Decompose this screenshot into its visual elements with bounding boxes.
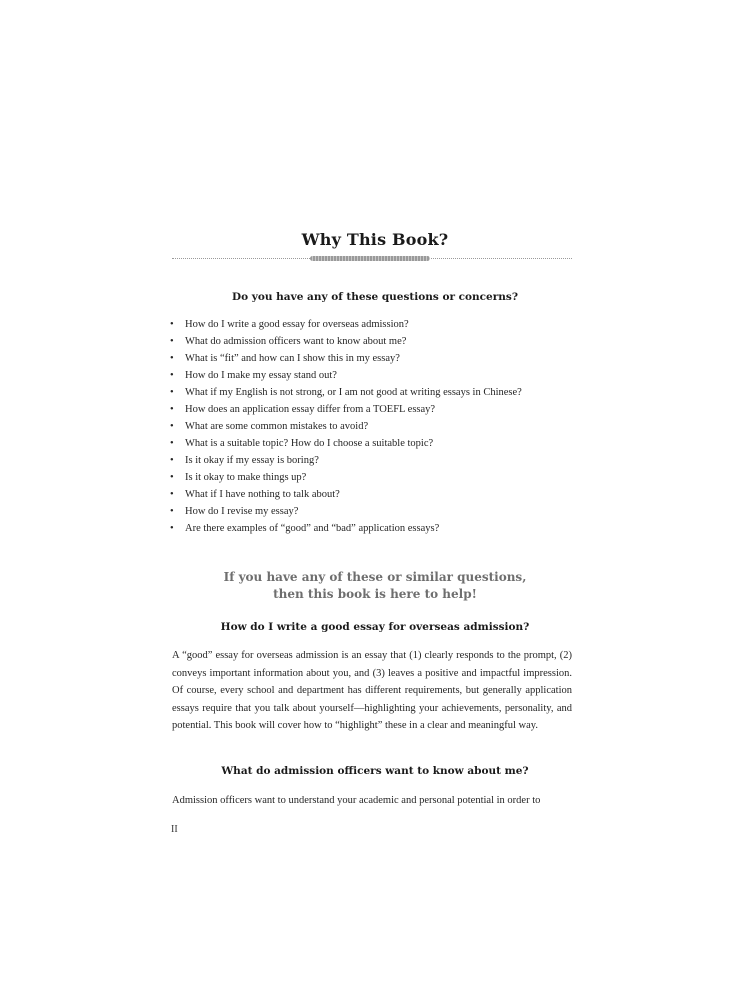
bullet-icon: • [170, 489, 174, 500]
section-heading-write-essay: How do I write a good essay for overseas admission? [220, 621, 530, 633]
list-item: • What is “fit” and how can I show this in my essay? [170, 350, 590, 367]
bullet-icon: • [170, 353, 174, 364]
section-body-admission-officers: Admission officers want to understand your academic and personal potential in order to [172, 795, 541, 806]
questions-heading: Do you have any of these questions or concerns? [232, 291, 518, 303]
list-item: • What if my English is not strong, or I am not good at writing essays in Chinese? [170, 384, 590, 401]
title-ornament-bar [310, 256, 430, 261]
list-item: • What is a suitable topic? How do I choose a suitable topic? [170, 435, 590, 452]
bullet-icon: • [170, 506, 174, 517]
bullet-icon: • [170, 336, 174, 347]
section-heading-admission-officers: What do admission officers want to know about me? [221, 765, 529, 777]
bullet-icon: • [170, 455, 174, 466]
callout [0, 569, 750, 603]
bullet-icon: • [170, 404, 174, 415]
section-body-write-essay: A “good” essay for overseas admission is an essay that (1) clearly responds to the prompt, (2) conveys important information about you, and (3) leaves a positive and impactful impression. Of course, every school and department has different requirements, but generally application essays require that you talk about yourself—highlighting your achievements, personality, and potential. This book will cover how to “highlight” these in a clear and meaningful way. [172, 650, 572, 732]
bullet-icon: • [170, 319, 174, 330]
bullet-icon: • [170, 523, 174, 534]
callout-line-1: If you have any of these or similar questions, [223, 570, 527, 584]
list-item: • How do I make my essay stand out? [170, 367, 590, 384]
questions-list [170, 316, 590, 537]
page-title: Why This Book? [301, 230, 449, 249]
list-item: • What are some common mistakes to avoid? [170, 418, 590, 435]
bullet-icon: • [170, 387, 174, 398]
list-item: • What if I have nothing to talk about? [170, 486, 590, 503]
callout-line-2: then this book is here to help! [273, 587, 477, 601]
bullet-icon: • [170, 438, 174, 449]
list-item: • Is it okay if my essay is boring? [170, 452, 590, 469]
bullet-icon: • [170, 370, 174, 381]
bullet-icon: • [170, 421, 174, 432]
list-item: • What do admission officers want to know about me? [170, 333, 590, 350]
page-number: II [171, 824, 178, 835]
list-item: • How do I write a good essay for overseas admission? [170, 316, 590, 333]
list-item: • How do I revise my essay? [170, 503, 590, 520]
list-item: • Is it okay to make things up? [170, 469, 590, 486]
bullet-icon: • [170, 472, 174, 483]
list-item: • Are there examples of “good” and “bad” application essays? [170, 520, 590, 537]
list-item: • How does an application essay differ from a TOEFL essay? [170, 401, 590, 418]
